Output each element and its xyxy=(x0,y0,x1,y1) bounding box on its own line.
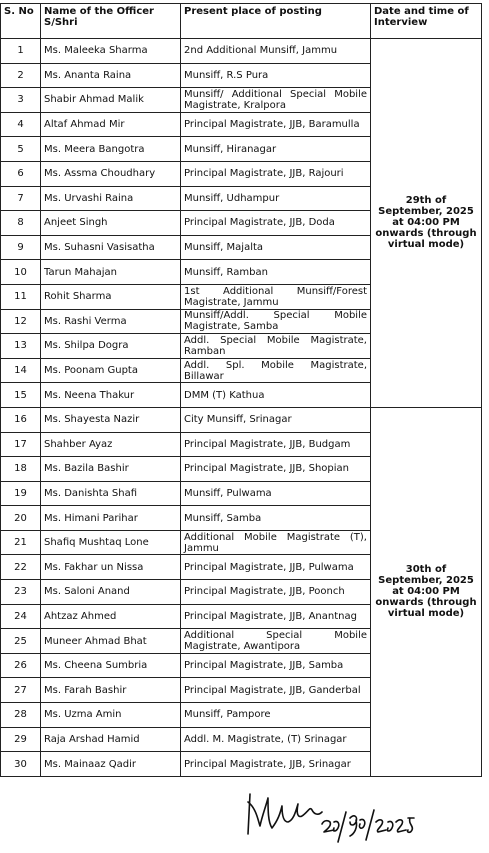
officer-name-cell: Ms. Bazila Bashir xyxy=(41,457,181,482)
serial-number-cell: 1 xyxy=(1,39,41,64)
officer-name-cell: Ms. Urvashi Raina xyxy=(41,186,181,211)
officer-name-cell: Rohit Sharma xyxy=(41,284,181,309)
serial-number-cell: 27 xyxy=(1,678,41,703)
table-header-row xyxy=(1,4,482,39)
posting-cell: Munsiff, Majalta xyxy=(181,235,371,260)
officer-name-cell: Ms. Cheena Sumbria xyxy=(41,653,181,678)
officer-name-cell: Shafiq Mushtaq Lone xyxy=(41,530,181,555)
posting-cell: Principal Magistrate, JJB, Ganderbal xyxy=(181,678,371,703)
table-body xyxy=(1,39,482,777)
posting-cell: Principal Magistrate, JJB, Poonch xyxy=(181,580,371,605)
posting-cell: Addl. Spl. Mobile Magistrate, Billawar xyxy=(181,358,371,383)
officer-name-cell: Ms. Uzma Amin xyxy=(41,703,181,728)
officer-name-cell: Altaf Ahmad Mir xyxy=(41,112,181,137)
officer-name-cell: Raja Arshad Hamid xyxy=(41,727,181,752)
serial-number-cell: 18 xyxy=(1,457,41,482)
serial-number-cell: 11 xyxy=(1,284,41,309)
serial-number-cell: 21 xyxy=(1,530,41,555)
posting-cell: City Munsiff, Srinagar xyxy=(181,407,371,432)
posting-cell: 2nd Additional Munsiff, Jammu xyxy=(181,39,371,64)
interview-date-cell: 29th of September, 2025 at 04:00 PM onwards (through virtual mode) xyxy=(371,39,482,408)
serial-number-cell: 14 xyxy=(1,358,41,383)
posting-cell: Principal Magistrate, JJB, Srinagar xyxy=(181,752,371,777)
serial-number-cell: 13 xyxy=(1,334,41,359)
officer-name-cell: Ms. Mainaaz Qadir xyxy=(41,752,181,777)
serial-number-cell: 12 xyxy=(1,309,41,334)
posting-cell: Principal Magistrate, JJB, Samba xyxy=(181,653,371,678)
posting-cell: Munsiff, Ramban xyxy=(181,260,371,285)
officer-name-cell: Ms. Ananta Raina xyxy=(41,63,181,88)
serial-number-cell: 25 xyxy=(1,629,41,654)
serial-number-cell: 15 xyxy=(1,383,41,408)
interview-schedule-table xyxy=(0,3,482,777)
serial-number-cell: 7 xyxy=(1,186,41,211)
serial-number-cell: 4 xyxy=(1,112,41,137)
posting-cell: Munsiff, Udhampur xyxy=(181,186,371,211)
handwritten-signature xyxy=(238,782,418,848)
serial-number-cell: 3 xyxy=(1,88,41,113)
posting-cell: 1st Additional Munsiff/Forest Magistrate, Jammu xyxy=(181,284,371,309)
posting-cell: Principal Magistrate, JJB, Rajouri xyxy=(181,161,371,186)
posting-cell: Munsiff, Samba xyxy=(181,506,371,531)
posting-cell: Principal Magistrate, JJB, Shopian xyxy=(181,457,371,482)
officer-name-cell: Ms. Farah Bashir xyxy=(41,678,181,703)
serial-number-cell: 24 xyxy=(1,604,41,629)
officer-name-cell: Ms. Shayesta Nazir xyxy=(41,407,181,432)
serial-number-cell: 23 xyxy=(1,580,41,605)
header-present-posting: Present place of posting xyxy=(181,4,371,39)
serial-number-cell: 6 xyxy=(1,161,41,186)
posting-cell: Additional Mobile Magistrate (T), Jammu xyxy=(181,530,371,555)
serial-number-cell: 10 xyxy=(1,260,41,285)
table-row xyxy=(1,39,482,64)
officer-name-cell: Ms. Meera Bangotra xyxy=(41,137,181,162)
officer-name-cell: Ms. Shilpa Dogra xyxy=(41,334,181,359)
serial-number-cell: 8 xyxy=(1,211,41,236)
serial-number-cell: 17 xyxy=(1,432,41,457)
posting-cell: Principal Magistrate, JJB, Doda xyxy=(181,211,371,236)
posting-cell: Munsiff/Addl. Special Mobile Magistrate, Samba xyxy=(181,309,371,334)
officer-name-cell: Muneer Ahmad Bhat xyxy=(41,629,181,654)
serial-number-cell: 28 xyxy=(1,703,41,728)
serial-number-cell: 30 xyxy=(1,752,41,777)
posting-cell: Munsiff, Hiranagar xyxy=(181,137,371,162)
officer-name-cell: Anjeet Singh xyxy=(41,211,181,236)
posting-cell: Munsiff, R.S Pura xyxy=(181,63,371,88)
serial-number-cell: 20 xyxy=(1,506,41,531)
posting-cell: Principal Magistrate, JJB, Baramulla xyxy=(181,112,371,137)
serial-number-cell: 22 xyxy=(1,555,41,580)
serial-number-cell: 26 xyxy=(1,653,41,678)
officer-name-cell: Ms. Danishta Shafi xyxy=(41,481,181,506)
posting-cell: Addl. M. Magistrate, (T) Srinagar xyxy=(181,727,371,752)
posting-cell: Principal Magistrate, JJB, Anantnag xyxy=(181,604,371,629)
header-officer-name: Name of the Officer S/Shri xyxy=(41,4,181,39)
officer-name-cell: Ahtzaz Ahmed xyxy=(41,604,181,629)
serial-number-cell: 9 xyxy=(1,235,41,260)
posting-cell: Munsiff, Pulwama xyxy=(181,481,371,506)
officer-name-cell: Ms. Saloni Anand xyxy=(41,580,181,605)
posting-cell: Munsiff, Pampore xyxy=(181,703,371,728)
officer-name-cell: Tarun Mahajan xyxy=(41,260,181,285)
table-row xyxy=(1,407,482,432)
posting-cell: Principal Magistrate, JJB, Budgam xyxy=(181,432,371,457)
posting-cell: Principal Magistrate, JJB, Pulwama xyxy=(181,555,371,580)
posting-cell: Addl. Special Mobile Magistrate, Ramban xyxy=(181,334,371,359)
interview-date-cell: 30th of September, 2025 at 04:00 PM onwards (through virtual mode) xyxy=(371,407,482,776)
officer-name-cell: Ms. Assma Choudhary xyxy=(41,161,181,186)
officer-name-cell: Ms. Himani Parihar xyxy=(41,506,181,531)
serial-number-cell: 19 xyxy=(1,481,41,506)
officer-name-cell: Shahber Ayaz xyxy=(41,432,181,457)
serial-number-cell: 5 xyxy=(1,137,41,162)
officer-name-cell: Ms. Suhasni Vasisatha xyxy=(41,235,181,260)
officer-name-cell: Ms. Poonam Gupta xyxy=(41,358,181,383)
posting-cell: Munsiff/ Additional Special Mobile Magistrate, Kralpora xyxy=(181,88,371,113)
posting-cell: DMM (T) Kathua xyxy=(181,383,371,408)
officer-name-cell: Ms. Fakhar un Nissa xyxy=(41,555,181,580)
serial-number-cell: 2 xyxy=(1,63,41,88)
officer-name-cell: Ms. Neena Thakur xyxy=(41,383,181,408)
serial-number-cell: 16 xyxy=(1,407,41,432)
officer-name-cell: Shabir Ahmad Malik xyxy=(41,88,181,113)
officer-name-cell: Ms. Rashi Verma xyxy=(41,309,181,334)
serial-number-cell: 29 xyxy=(1,727,41,752)
officer-name-cell: Ms. Maleeka Sharma xyxy=(41,39,181,64)
posting-cell: Additional Special Mobile Magistrate, Awantipora xyxy=(181,629,371,654)
header-sno: S. No xyxy=(1,4,41,39)
header-interview-date: Date and time of Interview xyxy=(371,4,482,39)
